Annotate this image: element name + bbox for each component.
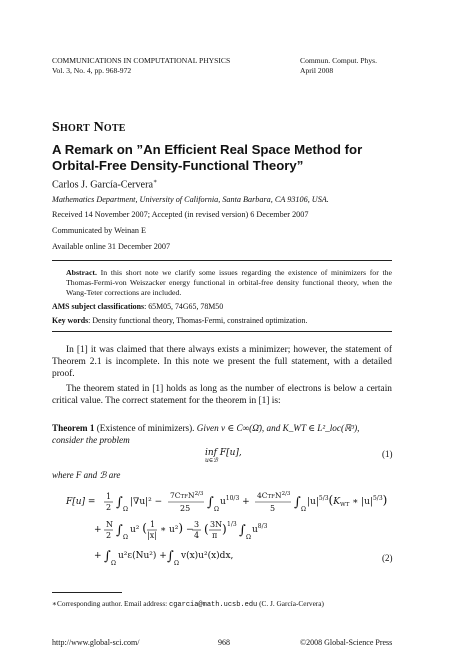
ams-label: AMS subject classifications bbox=[52, 302, 145, 311]
footer-url[interactable]: http://www.global-sci.com/ bbox=[52, 638, 140, 647]
svg-text:∫: ∫ bbox=[239, 523, 246, 538]
svg-text:+: + bbox=[94, 525, 102, 535]
author-mark: ∗ bbox=[152, 179, 158, 185]
svg-text:π: π bbox=[212, 531, 218, 540]
svg-text:2: 2 bbox=[106, 503, 112, 512]
svg-text:3: 3 bbox=[194, 520, 200, 529]
author-name: Carlos J. García-Cervera bbox=[52, 179, 153, 191]
equation-2-formula bbox=[52, 482, 388, 586]
abstract-text: In this short note we clarify some issues regarding the existence of minimizers for the Thomas-Fermi-von Weiszacker energy functional in orbital-free density functional theory, when the Wang-Teter corrections are included. bbox=[66, 268, 393, 297]
page-number: 968 bbox=[218, 638, 230, 647]
journal-name: COMMUNICATIONS IN COMPUTATIONAL PHYSICS bbox=[52, 56, 231, 65]
top-rule bbox=[52, 260, 392, 261]
theorem-block bbox=[52, 422, 392, 446]
svg-text:∫: ∫ bbox=[207, 495, 214, 510]
ams-value: : 65M05, 74G65, 78M50 bbox=[144, 302, 224, 311]
svg-text:Ω: Ω bbox=[301, 506, 306, 513]
svg-text:5: 5 bbox=[270, 504, 276, 513]
svg-text:): ) bbox=[222, 522, 227, 536]
svg-text:N: N bbox=[106, 520, 113, 529]
received-dates: Received 14 November 2007; Accepted (in revised version) 6 December 2007 bbox=[52, 210, 309, 219]
svg-text:u10/3 +: $u^{10/3}$ + bbox=[220, 495, 250, 507]
abstract-label: Abstract. bbox=[66, 268, 97, 277]
svg-text:u² (: u² ( bbox=[130, 521, 147, 535]
journal-header bbox=[52, 56, 230, 76]
svg-text:Ω: Ω bbox=[123, 506, 128, 513]
footnote-text: ∗Corresponding author. Email address: bbox=[52, 599, 170, 608]
svg-text:3N: 3N bbox=[210, 520, 223, 529]
svg-text:∫: ∫ bbox=[167, 549, 174, 564]
svg-text:v(x)u²(x)dx,: v(x)u²(x)dx, bbox=[181, 551, 234, 561]
footnote bbox=[52, 599, 324, 609]
journal-header-right bbox=[300, 56, 377, 76]
svg-text:F[u] =: F[u] = bbox=[66, 497, 96, 507]
ams-classification bbox=[52, 302, 223, 311]
svg-text:1/3: 1/3 bbox=[227, 521, 237, 528]
available-online: Available online 31 December 2007 bbox=[52, 242, 171, 251]
bottom-rule bbox=[52, 331, 392, 332]
journal-volume: Vol. 3, No. 4, pp. 968-972 bbox=[52, 66, 132, 75]
equation-1 bbox=[205, 448, 242, 464]
issue-date: April 2008 bbox=[300, 66, 334, 75]
svg-text:25: 25 bbox=[180, 504, 191, 513]
theorem-label: Theorem 1 bbox=[52, 423, 95, 433]
svg-text:(: ( bbox=[204, 522, 209, 536]
author-line bbox=[52, 178, 157, 190]
svg-text:Ω: Ω bbox=[123, 534, 128, 541]
communicated-by: Communicated by Weinan E bbox=[52, 226, 147, 235]
body-paragraph-2: The theorem stated in [1] holds as long as the number of electrons is below a certain critical value. The correct statement for the theorem in [1] is: bbox=[52, 384, 392, 406]
equation-2-number: (2) bbox=[382, 553, 393, 563]
keywords-label: Key words bbox=[52, 316, 89, 325]
equation-1-number: (1) bbox=[382, 449, 393, 459]
svg-text:∫: ∫ bbox=[116, 523, 123, 538]
svg-text:+: + bbox=[94, 551, 102, 561]
abstract bbox=[66, 268, 392, 298]
body-paragraph-1: In [1] it was claimed that there always exists a minimizer; however, the statement of Theorem 2.1 is incomplete. In this note we present the full statement, with a detailed proof. bbox=[52, 345, 392, 379]
svg-text:∫: ∫ bbox=[104, 549, 111, 564]
svg-text:Ω: Ω bbox=[214, 506, 219, 513]
copyright: ©2008 Global-Science Press bbox=[300, 638, 393, 647]
svg-text:|x|: |x| bbox=[147, 531, 157, 540]
svg-text:2: 2 bbox=[106, 531, 112, 540]
article-type: Short Note bbox=[52, 120, 126, 135]
svg-text:∗ u²) −: ∗ u²) − bbox=[160, 521, 194, 535]
svg-text:Ω: Ω bbox=[246, 534, 251, 541]
svg-text:∫: ∫ bbox=[116, 495, 123, 510]
where-text: where F and ℬ are bbox=[52, 470, 121, 480]
svg-text:1: 1 bbox=[106, 492, 112, 501]
theorem-statement: Given v ∈ C∞(Ω̄), and K_WT ∈ L²_loc(ℝ³), consider the problem bbox=[52, 423, 360, 445]
svg-text:4: 4 bbox=[194, 531, 200, 540]
theorem-name: (Existence of minimizers). bbox=[96, 423, 195, 433]
svg-text:Ω: Ω bbox=[174, 560, 179, 567]
keywords-value: : Density functional theory, Thomas-Fermi, constrained optimization. bbox=[88, 316, 308, 325]
equation-1-subscript: u∈ℬ bbox=[205, 457, 219, 464]
svg-text:u8/3: $u^{8/3}$ bbox=[252, 523, 268, 535]
footnote-rule bbox=[52, 592, 122, 593]
svg-text:7CTFN2/3: $7CTFN^{2/3}$ bbox=[170, 491, 204, 500]
svg-text:1: 1 bbox=[150, 520, 156, 529]
svg-text:u²ε(Nu²) +: u²ε(Nu²) + bbox=[118, 551, 167, 561]
journal-short-name: Commun. Comput. Phys. bbox=[300, 56, 378, 65]
svg-text:Ω: Ω bbox=[111, 560, 116, 567]
keywords bbox=[52, 316, 307, 325]
svg-text:|u|5/3(KWT ∗ |u|5/3): $|u|^{5/3}(K_{WT}$ ∗ $|u|^{5/3}$) bbox=[307, 493, 388, 508]
svg-text:4CTFN2/3: $4CTFN^{2/3}$ bbox=[257, 491, 291, 500]
footnote-after: (C. J. García-Cervera) bbox=[257, 599, 324, 608]
equation-1-body: inf F[u], bbox=[205, 448, 242, 458]
affiliation: Mathematics Department, University of California, Santa Barbara, CA 93106, USA. bbox=[52, 195, 329, 204]
footnote-email[interactable]: cgarcia@math.ucsb.edu bbox=[169, 601, 258, 609]
svg-text:|∇u|² −: |∇u|² − bbox=[130, 497, 163, 507]
svg-text:∫: ∫ bbox=[294, 495, 301, 510]
article-title: A Remark on ”An Efficient Real Space Method for Orbital-Free Density-Functional Theory” bbox=[52, 142, 363, 173]
